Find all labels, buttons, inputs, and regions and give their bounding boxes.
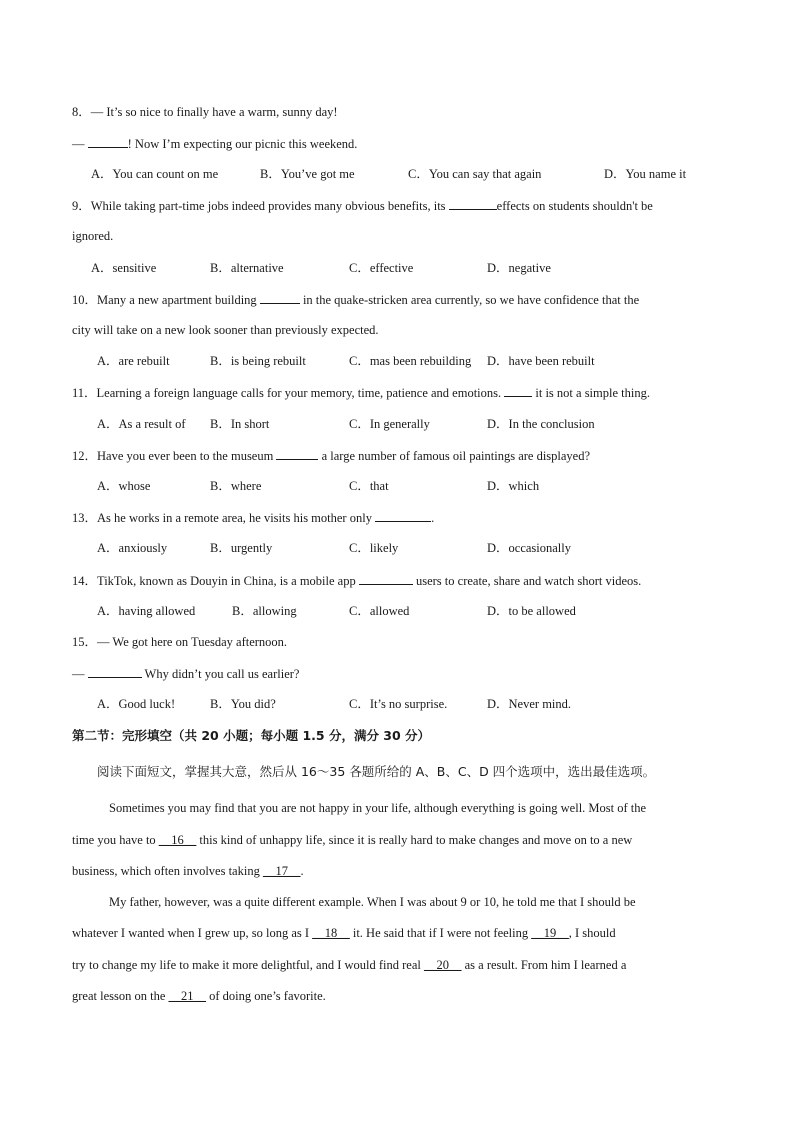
option-c: C．In generally [349,417,430,431]
question-13-stem [72,509,434,526]
passage-line [109,894,636,910]
question-9-options [0,260,794,276]
section-title: 第二节：完形填空（共 20 小题；每小题 1.5 分，满分 30 分） [72,728,431,743]
question-text: . [431,511,435,525]
question-text: city will take on a new look sooner than previously expected. [72,323,379,337]
question-12-stem [72,447,590,464]
question-8-stem [72,104,338,120]
option-a: A．whose [97,479,151,493]
passage-text: of doing one’s favorite. [206,989,326,1003]
passage-text: try to change my life to make it more delightful, and I would find real [72,958,424,972]
question-8-options [0,166,794,182]
answer-blank [260,291,300,304]
option-b: B．alternative [210,261,284,275]
question-9-stem [72,197,653,214]
passage-text: this kind of unhappy life, since it is really hard to make changes and move on to a new [196,833,633,847]
question-text: 11．Learning a foreign language calls for your memory, time, patience and emotions. [72,386,505,400]
option-c: C．likely [349,541,399,555]
option-d: D．In the conclusion [487,417,595,431]
passage-text: great lesson on the [72,989,169,1003]
question-text: 9．While taking part-time jobs indeed provides many obvious benefits, its [72,199,449,213]
question-text: Why didn’t you call us earlier? [141,667,300,681]
option-a: A．anxiously [97,541,168,555]
passage-line [72,988,326,1004]
option-a: A．sensitive [91,261,157,275]
option-a: A．are rebuilt [97,354,170,368]
passage-line [109,800,646,816]
option-a: A．As a result of [97,417,186,431]
option-c: C．It’s no surprise. [349,697,448,711]
option-c: C．effective [349,261,414,275]
question-text: 8．— It’s so nice to finally have a warm, sunny day! [72,105,338,119]
question-text: it is not a simple thing. [532,386,650,400]
answer-blank [504,384,532,397]
option-c: C．mas been rebuilding [349,354,472,368]
question-15-reply [72,665,299,682]
option-b: B．In short [210,417,270,431]
passage-text: business, which often involves taking [72,864,263,878]
question-14-options [0,603,794,619]
cloze-blank-18: __18__ [312,926,350,940]
question-11-options [0,416,794,432]
option-b: B．where [210,479,262,493]
passage-text: it. He said that if I were not feeling [349,926,532,940]
passage-line [72,863,304,879]
question-10-stem [72,291,639,308]
question-12-options [0,478,794,494]
question-10-options [0,353,794,369]
option-d: D．to be allowed [487,604,576,618]
passage-line [72,832,632,848]
option-d: D．Never mind. [487,697,572,711]
question-8-reply [72,135,357,152]
option-c: C．You can say that again [408,167,542,181]
answer-blank [88,135,128,148]
question-text: a large number of famous oil paintings are displayed? [318,449,591,463]
option-b: B．urgently [210,541,273,555]
cloze-blank-21: __21__ [168,989,207,1003]
cloze-blank-17: __17__ [262,864,301,878]
option-a: A．Good luck! [97,697,176,711]
question-text: ignored. [72,229,114,243]
passage-text: whatever I wanted when I grew up, so long as I [72,926,313,940]
passage-text: Sometimes you may find that you are not happy in your life, although everything is going well. Most of the [109,801,647,815]
cloze-blank-20: __20__ [423,958,462,972]
question-10-stem-cont [72,322,379,338]
section-instruction: 阅读下面短文，掌握其大意，然后从 16～35 各题所给的 A、B、C、D 四个选项中，选出最佳选项。 [97,764,656,779]
question-13-options [0,540,794,556]
passage-text: . [300,864,304,878]
passage-line [72,957,626,973]
passage-line [72,925,616,941]
question-text: ! Now I’m expecting our picnic this weekend. [127,137,358,151]
passage-text: time you have to [72,833,159,847]
question-text: 14．TikTok, known as Douyin in China, is a mobile app [72,574,359,588]
option-c: C．that [349,479,389,493]
question-text: 15．— We got here on Tuesday afternoon. [72,635,288,649]
question-text: effects on students shouldn't be [496,199,653,213]
dash: — [72,667,88,681]
cloze-blank-16: __16__ [158,833,197,847]
question-14-stem [72,572,641,589]
answer-blank [375,509,431,522]
option-b: B．You did? [210,697,276,711]
question-15-stem [72,634,287,650]
passage-text: , I should [568,926,616,940]
dash: — [72,137,88,151]
option-a: A．You can count on me [91,167,219,181]
passage-text: My father, however, was a quite different example. When I was about 9 or 10, he told me that I should be [109,895,636,909]
option-d: D．negative [487,261,551,275]
question-15-options [0,696,794,712]
passage-text: as a result. From him I learned a [461,958,627,972]
answer-blank [88,665,142,678]
option-b: B．allowing [232,604,297,618]
question-text: 12．Have you ever been to the museum [72,449,277,463]
question-text: users to create, share and watch short videos. [412,574,642,588]
option-d: D．have been rebuilt [487,354,595,368]
option-b: B．You’ve got me [260,167,355,181]
option-d: D．occasionally [487,541,572,555]
option-c: C．allowed [349,604,410,618]
cloze-blank-19: __19__ [531,926,569,940]
question-text: 13．As he works in a remote area, he visits his mother only [72,511,376,525]
option-b: B．is being rebuilt [210,354,306,368]
answer-blank [449,197,497,210]
option-d: D．You name it [604,167,687,181]
question-9-stem-cont [72,228,113,244]
answer-blank [276,447,318,460]
answer-blank [359,572,413,585]
question-text: in the quake-stricken area currently, so we have confidence that the [299,293,640,307]
option-a: A．having allowed [97,604,196,618]
question-11-stem [72,384,650,401]
option-d: D．which [487,479,540,493]
question-text: 10．Many a new apartment building [72,293,260,307]
